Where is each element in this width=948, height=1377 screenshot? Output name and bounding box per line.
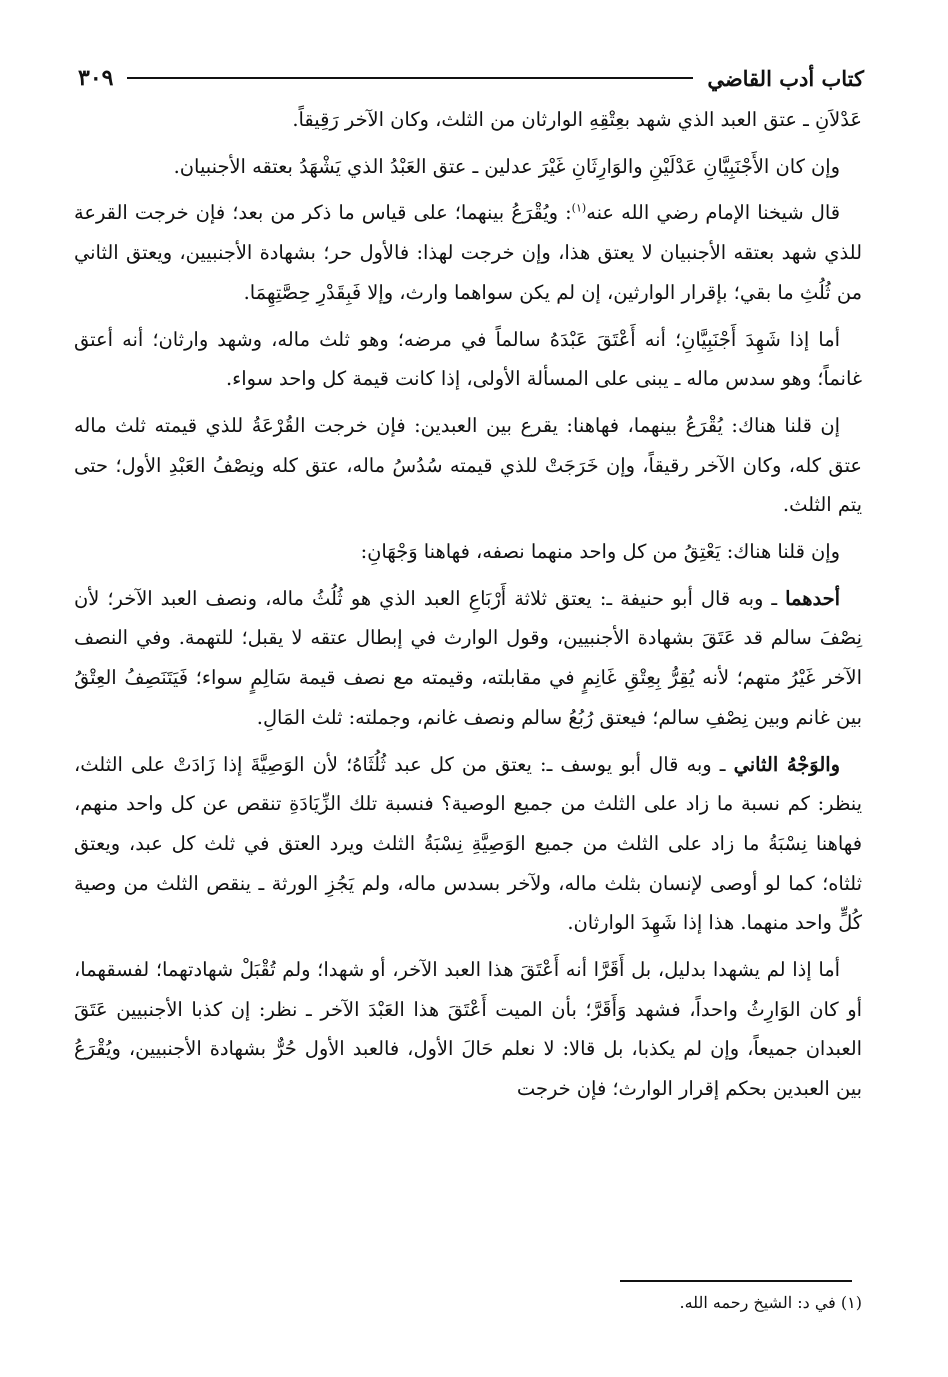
paragraph <box>74 147 862 187</box>
paragraph-text: أما إذا شَهِدَ أَجْنَبِيَّانِ؛ أنه أَعْتَقَ عَبْدَهُ سالماً في مرضه؛ وهو ثلث ماله، وشهد وارثان؛ أنه أعتق غانماً؛ وهو سدس ماله ـ يبنى على المسألة الأولى، إذا كانت قيمة كل واحد سواء. <box>74 327 862 391</box>
paragraph <box>74 193 862 312</box>
paragraph-text: وإن قلنا هناك: يَعْتِقُ من كل واحد منهما نصفه، فهاهنا وَجْهَانِ: <box>360 540 840 564</box>
running-title: كتاب أدب القاضي <box>707 65 864 91</box>
paragraph <box>74 406 862 525</box>
paragraph <box>74 532 862 572</box>
paragraph-lead: والوَجْهُ الثاني <box>733 752 840 776</box>
paragraph <box>74 745 862 944</box>
paragraph-text: قال شيخنا الإمام رضي الله عنه <box>586 201 841 225</box>
footnote: (١) في د: الشيخ رحمه الله. <box>679 1293 862 1312</box>
paragraph <box>74 100 862 140</box>
page-number: ٣٠٩ <box>78 65 114 91</box>
running-header <box>78 58 864 98</box>
paragraph-lead: أحدهما <box>785 586 840 610</box>
paragraph-text: ـ وبه قال أبو حنيفة ـ: يعتق ثلاثة أَرْبَاعِ العبد الذي هو ثُلُثُ ماله، ونصف العبد الآخر؛ لأن نِصْفَ سالم قد عَتَقَ بشهادة الأجنبيين، وقول الوارث في إبطال عتقه لا يقبل؛ للتهمة. وفي النصف الآخر غَيْرُ متهم؛ لأنه يُقِرُّ بِعِتْقِ غَانِمٍ في مقابلته، وقيمته مع نصف قيمة سَالِمٍ سواء؛ فَيَتَنَصِفُ العِتْقُ بين غانم وبين نِصْفِ سالم؛ فيعتق رُبُعُ سالم ونصف غانم، وجملته: ثلث المَالِ. <box>74 586 862 729</box>
page-body <box>74 100 862 1109</box>
paragraph-text: وإن كان الأَجْنَبِيَّانِ عَدْلَيْنِ والوَارِثَانِ غَيْرَ عدلين ـ عتق العَبْدُ الذي يَشْهَدُ بعتقه الأجنبيان. <box>173 154 840 178</box>
paragraph-text: إن قلنا هناك: يُقْرَعُ بينهما، فهاهنا: يقرع بين العبدين: فإن خرجت القُرْعَةُ للذي قيمته ثلث ماله عتق كله، وكان الآخر رقيقاً، وإن خَرَجَتْ للذي قيمته سُدُسُ ماله، عتق كله ونِصْفُ العَبْدِ الأول؛ حتى يتم الثلث. <box>74 413 862 517</box>
paragraph-text: أما إذا لم يشهدا بدليل، بل أَقَرَّا أنه أَعْتَقَ هذا العبد الآخر، أو شهدا؛ ولم تُقْبَلْ شهادتهما؛ لفسقهما، أو كان الوَارِثُ واحداً، فشهد وَأَقَرَّ؛ بأن الميت أَعْتَقَ هذا العَبْدَ الآخر ـ نظر: إن كذبا الأجنبيين عَتَقَ العبدان جميعاً، وإن لم يكذبا، بل قالا: لا نعلم حَالَ الأول، فالعبد الأول حُرٌّ بشهادة الأجنبيين، ويُقْرَعُ بين العبدين بحكم إقرار الوارث؛ فإن خرجت <box>74 958 862 1101</box>
paragraph <box>74 579 862 738</box>
header-rule <box>127 77 693 79</box>
footnote-marker: (١) <box>571 201 587 215</box>
paragraph-text: ـ وبه قال أبو يوسف ـ: يعتق من كل عبد ثُلُثَاهُ؛ لأن الوَصِيَّةَ إذا زَادَتْ على الثلث، ينظر: كم نسبة ما زاد على الثلث من جميع الوصية؟ فنسبة تلك الزِّيَادَةِ تنقص عن كل واحد منهم، فهاهنا نِسْبَةُ ما زاد على الثلث من جميع الوَصِيَّةِ نِسْبَةُ الثلث ويرد العتق في ثلث كل عبد، ويعتق ثلثاه؛ كما لو أوصى لإنسان بثلث ماله، ولآخر بسدس ماله، ولم يَجُزِ الورثة ـ ينقص الثلث من وصية كُلٍّ واحد منهما. هذا إذا شَهِدَ الوارثان. <box>74 752 862 935</box>
paragraph-text: : ويُقْرَعُ بينهما؛ على قياس ما ذكر من بعد؛ فإن خرجت القرعة للذي شهد بعتقه الأجنبيان لا يعتق هذا، وإن خرجت لهذا: فالأول حر؛ بشهادة الأجنبيين، ويعتق الثاني من ثُلُثِ ما بقي؛ بإقرار الوارثين، إن لم يكن سواهما وارث، وإلا فَبِقَدْرِ حِصَّتِهِمَا. <box>74 201 862 304</box>
paragraph <box>74 950 862 1109</box>
paragraph-text: عَدْلاَنِ ـ عتق العبد الذي شهد بعِتْقِهِ الوارثان من الثلث، وكان الآخر رَقِيقاً. <box>292 108 862 131</box>
footnote-rule <box>620 1280 852 1282</box>
paragraph <box>74 320 862 399</box>
